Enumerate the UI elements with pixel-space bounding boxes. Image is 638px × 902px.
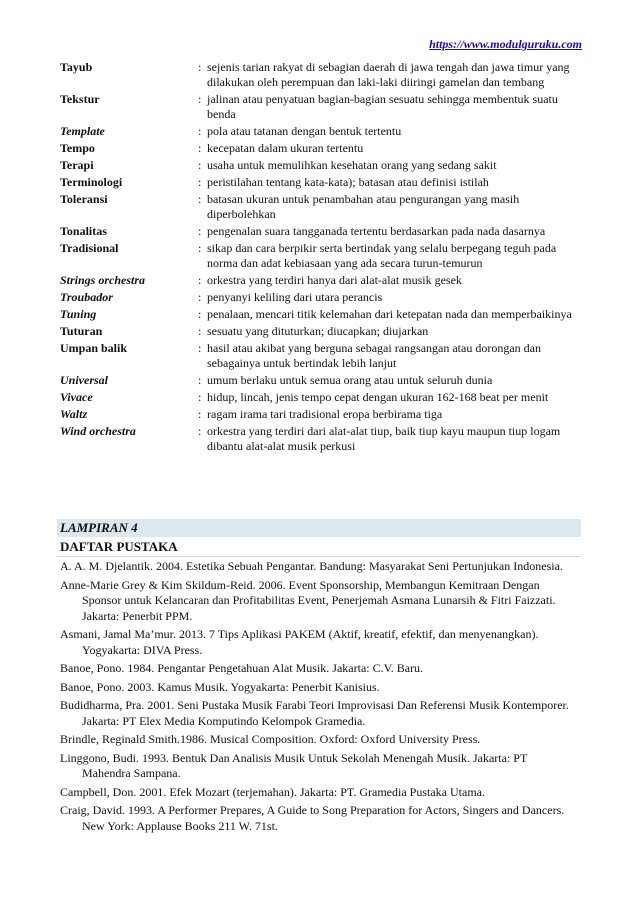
reference-item: Banoe, Pono. 1984. Pengantar Pengetahuan Alat Musik. Jakarta: C.V. Baru. [60, 661, 424, 675]
reference-item: Campbell, Don. 2001. Efek Mozart (terjemahan). Jakarta: PT. Gramedia Pustaka Utama. [60, 784, 485, 799]
glossary-colon: : [198, 158, 202, 172]
glossary-row [60, 158, 580, 173]
glossary-term: Tuning [60, 307, 97, 321]
glossary-term: Strings orchestra [60, 273, 146, 287]
glossary-term: Toleransi [60, 192, 108, 206]
glossary-row [60, 390, 580, 405]
glossary-definition: usaha untuk memulihkan kesehatan orang yang sedang sakit [207, 158, 497, 172]
reference-item: Craig, David. 1993. A Performer Prepares, A Guide to Song Preparation for Actors, Singers and Dancers. New York: Applause Books 211 W. 71st. [60, 803, 565, 833]
lampiran-title: LAMPIRAN 4 [57, 519, 581, 537]
glossary-term: Terapi [60, 158, 94, 172]
glossary-definition: ragam irama tari tradisional eropa berbirama tiga [207, 407, 443, 421]
glossary-colon: : [198, 192, 202, 206]
glossary-colon: : [198, 324, 202, 338]
glossary-definition: batasan ukuran untuk penambahan atau pengurangan yang masih diperbolehkan [207, 192, 520, 221]
glossary-row [60, 307, 580, 322]
glossary-term: Wind orchestra [60, 424, 136, 438]
glossary-definition: hasil atau akibat yang berguna sebagai rangsangan atau dorongan dan sebagainya untuk bertindak lebih lanjut [207, 341, 541, 370]
glossary-row [60, 92, 580, 122]
reference-item: Budidharma, Pra. 2001. Seni Pustaka Musik Farabi Teori Improvisasi Dan Referensi Musik Kontemporer. Jakarta: PT Elex Media Komputindo Kelompok Gramedia. [60, 698, 569, 728]
glossary-term: Tempo [60, 141, 95, 155]
reference-item: A. A. M. Djelantik. 2004. Estetika Sebuah Pengantar. Bandung: Masyarakat Seni Pertunjukan Indonesia. [60, 559, 563, 573]
glossary-definition: sikap dan cara berpikir serta bertindak yang selalu berpegang teguh pada norma dan adat kebiasaan yang ada secara turun-temurun [207, 241, 557, 270]
glossary-term: Tuturan [60, 324, 103, 338]
glossary-definition: peristilahan tentang kata-kata); batasan atau definisi istilah [207, 175, 489, 189]
glossary-row [60, 290, 580, 305]
glossary-row [60, 60, 580, 90]
glossary-colon: : [198, 141, 202, 155]
glossary-term: Tekstur [60, 92, 100, 106]
lampiran-section [57, 519, 581, 837]
glossary-term: Universal [60, 373, 108, 387]
glossary-colon: : [198, 241, 202, 255]
glossary-colon: : [198, 373, 202, 387]
reference-item: Linggono, Budi. 1993. Bentuk Dan Analisis Musik Untuk Sekolah Menengah Musik. Jakarta: PT Mahendra Sampana. [60, 750, 528, 780]
glossary-row [60, 175, 580, 190]
glossary-row [60, 373, 580, 388]
glossary-definition: sesuatu yang dituturkan; diucapkan; diujarkan [207, 324, 429, 338]
glossary-row [60, 273, 580, 288]
glossary-row [60, 224, 580, 239]
glossary-definition: orkestra yang terdiri hanya dari alat-alat musik gesek [207, 273, 462, 287]
glossary-definition: penyanyi keliling dari utara perancis [207, 290, 383, 304]
glossary-row [60, 424, 580, 454]
reference-item: Asmani, Jamal Ma’mur. 2013. 7 Tips Aplikasi PAKEM (Aktif, kreatif, efektif, dan menyenangkan). Yogyakarta: DIVA Press. [60, 627, 539, 657]
glossary-row [60, 124, 580, 139]
reference-item: Brindle, Reginald Smith.1986. Musical Composition. Oxford: Oxford University Press. [60, 732, 481, 746]
glossary-definition: jalinan atau penyatuan bagian-bagian sesuatu sehingga membentuk suatu benda [207, 92, 558, 121]
glossary-term: Vivace [60, 390, 93, 404]
glossary-row [60, 192, 580, 222]
header-url-link[interactable]: https://www.modulguruku.com [429, 37, 582, 51]
glossary-row [60, 341, 580, 371]
glossary-colon: : [198, 407, 202, 421]
glossary-term: Tayub [60, 60, 93, 74]
glossary-row [60, 324, 580, 339]
glossary-term: Umpan balik [60, 341, 128, 355]
glossary-definition: orkestra yang terdiri dari alat-alat tiup, baik tiup kayu maupun tiup logam dibantu alat-alat musik perkusi [207, 424, 561, 453]
glossary-term: Tradisional [60, 241, 119, 255]
glossary-definition: pengenalan suara tangganada tertentu berdasarkan pada nada dasarnya [207, 224, 546, 238]
glossary-term: Template [60, 124, 105, 138]
glossary-colon: : [198, 92, 202, 106]
glossary-colon: : [198, 341, 202, 355]
glossary-definition: umum berlaku untuk semua orang atau untuk seluruh dunia [207, 373, 493, 387]
glossary-term: Terminologi [60, 175, 123, 189]
glossary-colon: : [198, 175, 202, 189]
glossary-colon: : [198, 124, 202, 138]
glossary-row [60, 141, 580, 156]
reference-list [57, 557, 581, 834]
glossary-row [60, 241, 580, 271]
glossary-term: Troubador [60, 290, 113, 304]
glossary-definition: sejenis tarian rakyat di sebagian daerah di jawa tengah dan jawa timur yang dilakukan oleh perempuan dan laki-laki diiringi gamelan dan tembang [207, 60, 570, 89]
glossary-colon: : [198, 424, 202, 438]
daftar-pustaka-heading: DAFTAR PUSTAKA [57, 537, 581, 557]
glossary-term: Waltz [60, 407, 88, 421]
glossary-colon: : [198, 224, 202, 238]
glossary-list [60, 60, 580, 456]
glossary-definition: pola atau tatanan dengan bentuk tertentu [207, 124, 402, 138]
glossary-definition: kecepatan dalam ukuran tertentu [207, 141, 364, 155]
glossary-definition: penalaan, mencari titik kelemahan dari ketepatan nada dan memperbaikinya [207, 307, 572, 321]
glossary-colon: : [198, 390, 202, 404]
glossary-colon: : [198, 273, 202, 287]
glossary-definition: hidup, lincah, jenis tempo cepat dengan ukuran 162-168 beat per menit [207, 390, 549, 404]
reference-item: Banoe, Pono. 2003. Kamus Musik. Yogyakarta: Penerbit Kanisius. [60, 679, 380, 694]
reference-item: Anne-Marie Grey & Kim Skildum-Reid. 2006. Event Sponsorship, Membangun Kemitraan Dengan Sponsor untuk Kelancaran dan Profitabilitas Event, Penerjemah Asmana Lunarsih & Fitri Faizzati. Jakarta: Penerbit PPM. [60, 577, 556, 623]
glossary-colon: : [198, 60, 202, 74]
glossary-row [60, 407, 580, 422]
glossary-term: Tonalitas [60, 224, 107, 238]
glossary-colon: : [198, 307, 202, 321]
glossary-colon: : [198, 290, 202, 304]
